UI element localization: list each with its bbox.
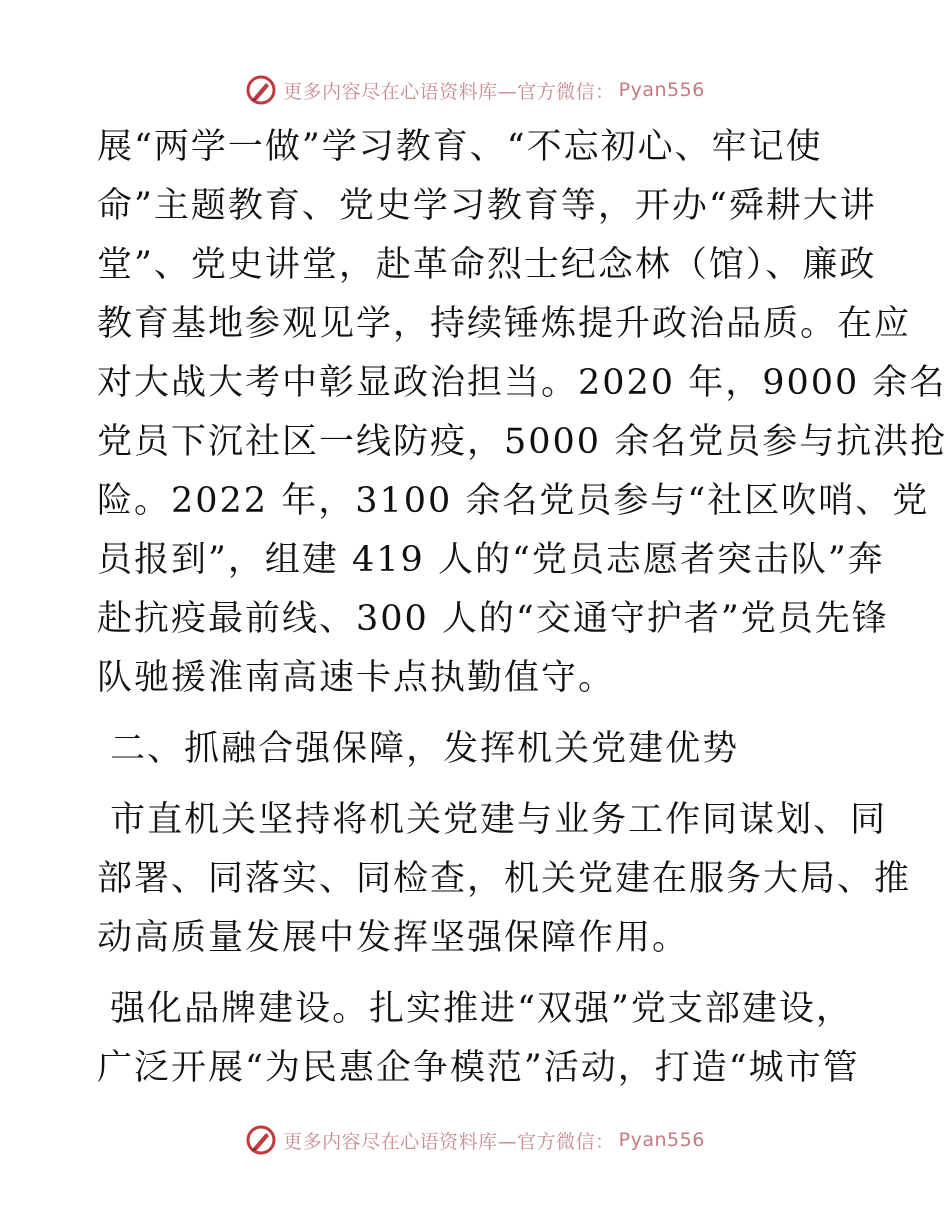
pen-logo-icon bbox=[245, 74, 277, 106]
text-line: 强化品牌建设。扎实推进“双强”党支部建设， bbox=[97, 989, 853, 1029]
text-line: 展“两学一做”学习教育、“不忘初心、牢记使 bbox=[97, 127, 823, 167]
text-line: 市直机关坚持将机关党建与业务工作同谋划、同 bbox=[97, 800, 888, 840]
heading-line: 二、抓融合强保障，发挥机关党建优势 bbox=[97, 729, 740, 769]
paragraph-gap bbox=[97, 968, 857, 980]
paragraph-gap bbox=[97, 779, 857, 791]
text-line: 对大战大考中彰显政治担当。2020 年，9000 余名 bbox=[97, 363, 947, 403]
paragraph-1 bbox=[97, 118, 948, 708]
watermark-text: 更多内容尽在心语资料库—官方微信： bbox=[283, 80, 615, 103]
text-line: 命”主题教育、党史学习教育等，开办“舜耕大讲 bbox=[97, 186, 877, 226]
watermark-footer bbox=[0, 1120, 950, 1160]
watermark-wechat-id: Pyan556 bbox=[618, 79, 705, 101]
text-line: 动高质量发展中发挥坚强保障作用。 bbox=[97, 918, 690, 958]
section-heading bbox=[97, 720, 857, 779]
text-line: 广泛开展“为民惠企争模范”活动，打造“城市管 bbox=[97, 1048, 860, 1088]
text-line: 教育基地参观见学，持续锤炼提升政治品质。在应 bbox=[97, 304, 912, 344]
watermark-text: 更多内容尽在心语资料库—官方微信： bbox=[283, 1130, 615, 1153]
pen-logo-icon bbox=[245, 1124, 277, 1156]
text-line: 队驰援淮南高速卡点执勤值守。 bbox=[97, 658, 616, 698]
paragraph-2 bbox=[97, 791, 912, 968]
text-line: 员报到”，组建 419 人的“党员志愿者突击队”奔 bbox=[97, 540, 885, 580]
watermark-header bbox=[0, 70, 950, 110]
text-line: 部署、同落实、同检查，机关党建在服务大局、推 bbox=[97, 859, 912, 899]
text-line: 险。2022 年，3100 余名党员参与“社区吹哨、党 bbox=[97, 481, 930, 521]
paragraph-3 bbox=[97, 980, 860, 1098]
text-line: 党员下沉社区一线防疫，5000 余名党员参与抗洪抢 bbox=[97, 422, 948, 462]
text-line: 赴抗疫最前线、300 人的“交通守护者”党员先锋 bbox=[97, 599, 889, 639]
paragraph-gap bbox=[97, 708, 857, 720]
text-line: 堂”、党史讲堂，赴革命烈士纪念林（馆）、廉政 bbox=[97, 245, 877, 285]
watermark-wechat-id: Pyan556 bbox=[618, 1129, 705, 1151]
document-body bbox=[97, 118, 948, 1098]
